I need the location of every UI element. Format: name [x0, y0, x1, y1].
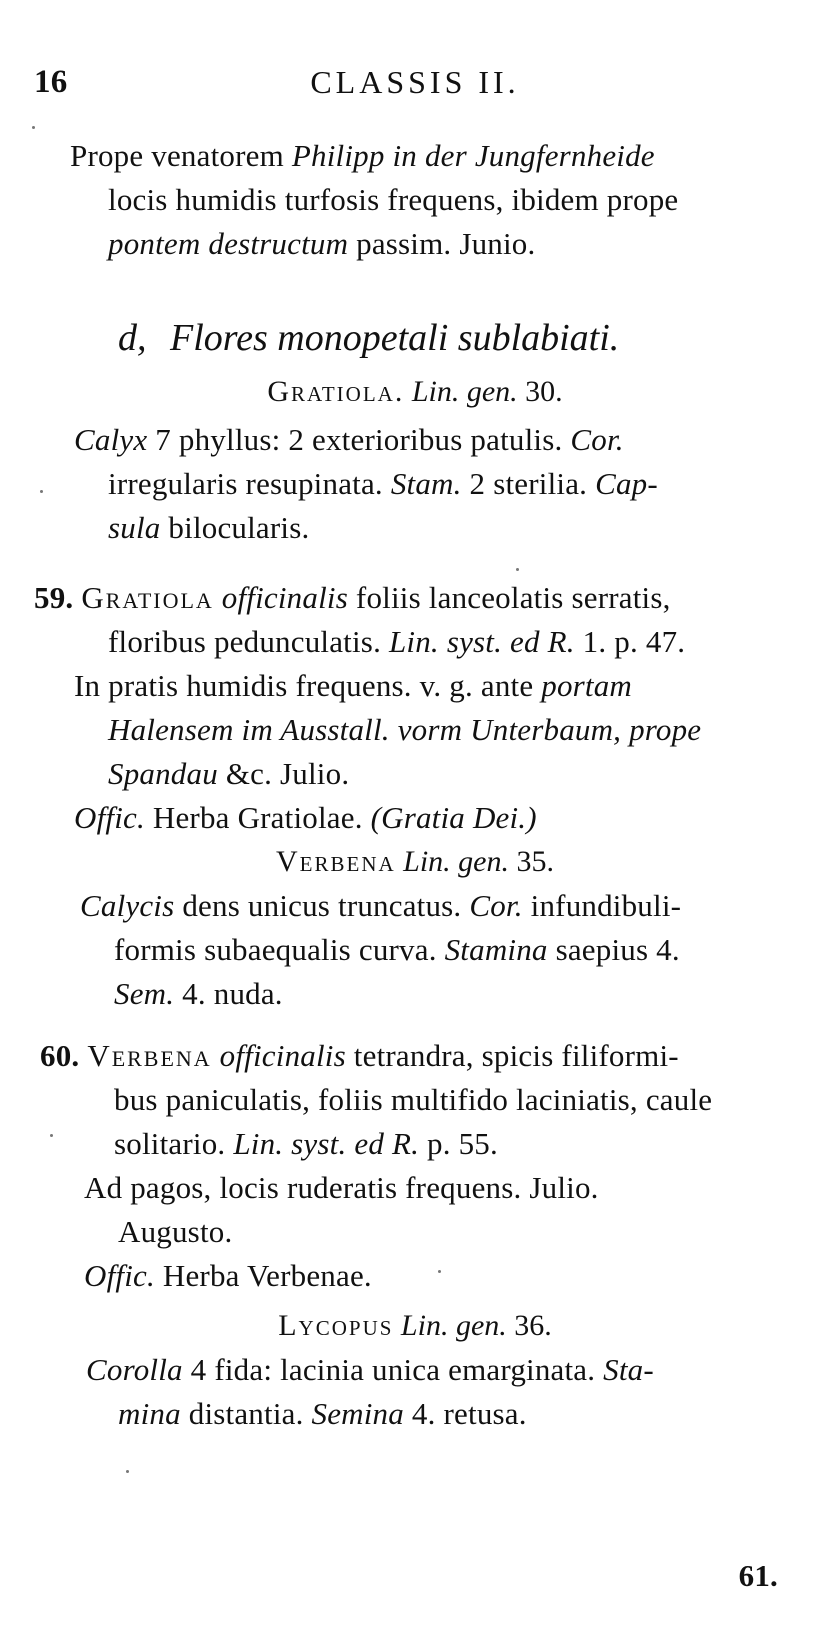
term: Offic. [74, 800, 145, 835]
genus-heading-verbena [0, 842, 830, 882]
entry-60-habitat-1: Ad pagos, locis ruderatis frequens. Julio. [84, 1170, 599, 1205]
paper-speck [126, 1470, 129, 1473]
gratiola-char-2 [108, 464, 658, 504]
text: solitario. [114, 1126, 234, 1161]
entry-59-habitat-3 [108, 754, 349, 794]
genus-number: 36. [506, 1309, 552, 1342]
page-number: 16 [34, 64, 68, 100]
entry-60-line-3 [114, 1124, 498, 1164]
term: Offic. [84, 1258, 155, 1293]
text: 4. nuda. [174, 976, 283, 1011]
gratiola-char-1 [74, 420, 624, 460]
text: foliis lanceolatis serratis, [347, 580, 671, 615]
text: In pratis humidis frequens. v. g. ante [74, 668, 542, 703]
entry-60-line-1 [40, 1036, 679, 1076]
intro-place: Philipp in der Jungfernheide [291, 138, 655, 173]
text: formis subaequalis curva. [114, 932, 445, 967]
term: Stamina [444, 932, 548, 967]
intro-line-2: locis humidis turfosis frequens, ibidem prope [108, 182, 679, 217]
text: distantia. [180, 1396, 312, 1431]
catchword: 61. [738, 1558, 778, 1593]
verbena-char-3 [114, 974, 283, 1014]
genus-reference: Lin. gen. [403, 845, 509, 878]
term: Cap- [595, 466, 658, 501]
text: 1. p. 47. [574, 624, 686, 659]
genus-name: Lycopus [278, 1309, 394, 1342]
term: Semina [311, 1396, 404, 1431]
section-letter: d, [118, 317, 147, 359]
paper-speck [32, 126, 35, 129]
place: Spandau [108, 756, 218, 791]
term: Sta- [603, 1352, 654, 1387]
lycopus-char-1 [86, 1350, 654, 1390]
text: 2 sterilia. [461, 466, 596, 501]
text: bilocularis. [160, 510, 310, 545]
intro-text: Prope venatorem [70, 138, 292, 173]
intro-bridge: pontem destructum [108, 226, 349, 261]
entry-59-line-2 [108, 622, 685, 662]
term: Calyx [74, 422, 148, 457]
verbena-char-2 [114, 930, 680, 970]
text: irregularis resupinata. [108, 466, 391, 501]
intro-line-1 [70, 136, 655, 176]
term: Calycis [80, 888, 175, 923]
entry-60-officinal [84, 1256, 372, 1296]
entry-number: 59. [34, 580, 74, 615]
text: dens unicus truncatus. [174, 888, 470, 923]
paper-speck [516, 568, 519, 571]
genus-name: Gratiola. [267, 375, 405, 408]
entry-species: officinalis [219, 1038, 346, 1073]
text: p. 55. [419, 1126, 498, 1161]
reference: Lin. syst. ed R. [233, 1126, 420, 1161]
paper-speck [40, 490, 43, 493]
text: floribus pedunculatis. [108, 624, 389, 659]
lycopus-char-2 [118, 1394, 527, 1434]
entry-59-officinal [74, 798, 537, 838]
intro-text-end: passim. Junio. [348, 226, 536, 261]
text: saepius 4. [547, 932, 680, 967]
text: 7 phyllus: 2 exterioribus patulis. [147, 422, 571, 457]
genus-number: 35. [509, 845, 554, 878]
entry-60-line-2: bus paniculatis, foliis multifido laciniatis, caule [114, 1082, 713, 1117]
term: mina [118, 1396, 181, 1431]
genus-name: Verbena [275, 845, 396, 878]
verbena-char-1 [80, 886, 681, 926]
running-title: CLASSIS II. [310, 64, 520, 100]
term: Cor. [570, 422, 624, 457]
text: tetrandra, spicis filiformi- [345, 1038, 679, 1073]
text: 4. retusa. [403, 1396, 527, 1431]
entry-genus: Gratiola [81, 580, 214, 615]
reference: Lin. syst. ed R. [388, 624, 575, 659]
text: 4 fida: lacinia unica emarginata. [182, 1352, 604, 1387]
text: Herba Gratiolae. [144, 800, 371, 835]
genus-number: 30. [517, 375, 563, 408]
entry-number: 60. [40, 1038, 80, 1073]
genus-reference: Lin. gen. [400, 1309, 507, 1342]
entry-59-line-1 [34, 578, 671, 618]
place: portam [541, 668, 633, 703]
genus-heading-lycopus [0, 1306, 830, 1346]
entry-species: officinalis [221, 580, 348, 615]
genus-heading-gratiola [0, 372, 830, 412]
term: sula [108, 510, 161, 545]
note: (Gratia Dei.) [370, 800, 537, 835]
genus-reference: Lin. gen. [411, 375, 518, 408]
text: &c. Julio. [217, 756, 350, 791]
entry-59-habitat-2: Halensem im Ausstall. vorm Unterbaum, prope [108, 712, 702, 747]
section-title: Flores monopetali sublabiati. [170, 317, 620, 359]
term: Corolla [86, 1352, 183, 1387]
term: Cor. [469, 888, 523, 923]
term: Stam. [390, 466, 462, 501]
term: Sem. [114, 976, 175, 1011]
section-heading [118, 314, 619, 362]
intro-line-3 [108, 224, 535, 264]
gratiola-char-3 [108, 508, 309, 548]
entry-genus: Verbena [87, 1038, 212, 1073]
entry-59-habitat-1 [74, 666, 632, 706]
entry-60-habitat-2: Augusto. [118, 1214, 233, 1249]
text: infundibuli- [522, 888, 682, 923]
paper-speck [438, 1270, 441, 1273]
text: Herba Verbenae. [154, 1258, 372, 1293]
paper-speck [50, 1134, 53, 1137]
